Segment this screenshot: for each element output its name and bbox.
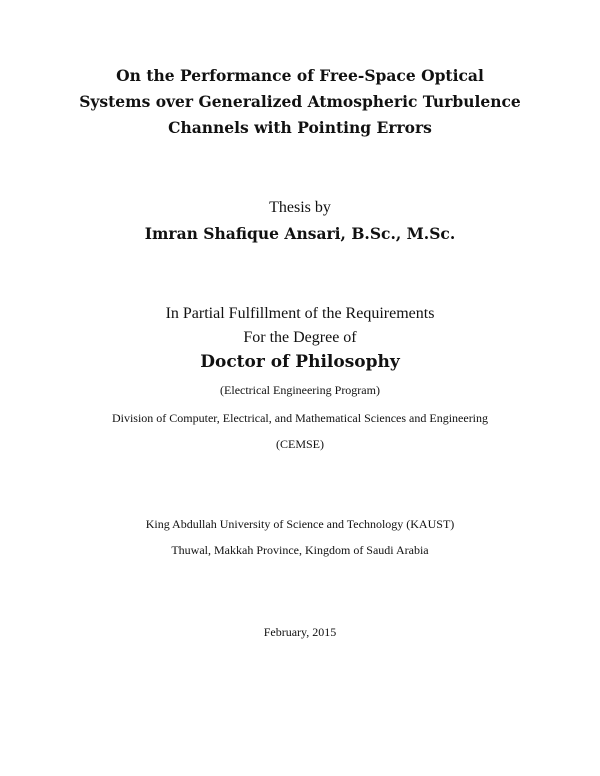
division-abbreviation: (CEMSE): [276, 437, 324, 451]
division-name: Division of Computer, Electrical, and Mathematical Sciences and Engineering: [111, 411, 489, 425]
author-name: Imran Shafique Ansari, B.Sc., M.Sc.: [144, 224, 456, 243]
submission-date: February, 2015: [263, 625, 337, 639]
title-line-3: Channels with Pointing Errors: [168, 118, 432, 137]
thesis-label: Thesis by: [269, 199, 331, 216]
degree-name: Doctor of Philosophy: [200, 352, 400, 372]
university-name: King Abdullah University of Science and Technology (KAUST): [145, 517, 455, 531]
title-line-2: Systems over Generalized Atmospheric Turbulence: [79, 92, 521, 111]
program-name: (Electrical Engineering Program): [220, 383, 380, 397]
requirements-line-1: In Partial Fulfillment of the Requirements: [165, 305, 435, 322]
requirements-line-2: For the Degree of: [243, 329, 357, 346]
university-location: Thuwal, Makkah Province, Kingdom of Saudi Arabia: [171, 543, 429, 557]
title-line-1: On the Performance of Free-Space Optical: [116, 66, 484, 85]
